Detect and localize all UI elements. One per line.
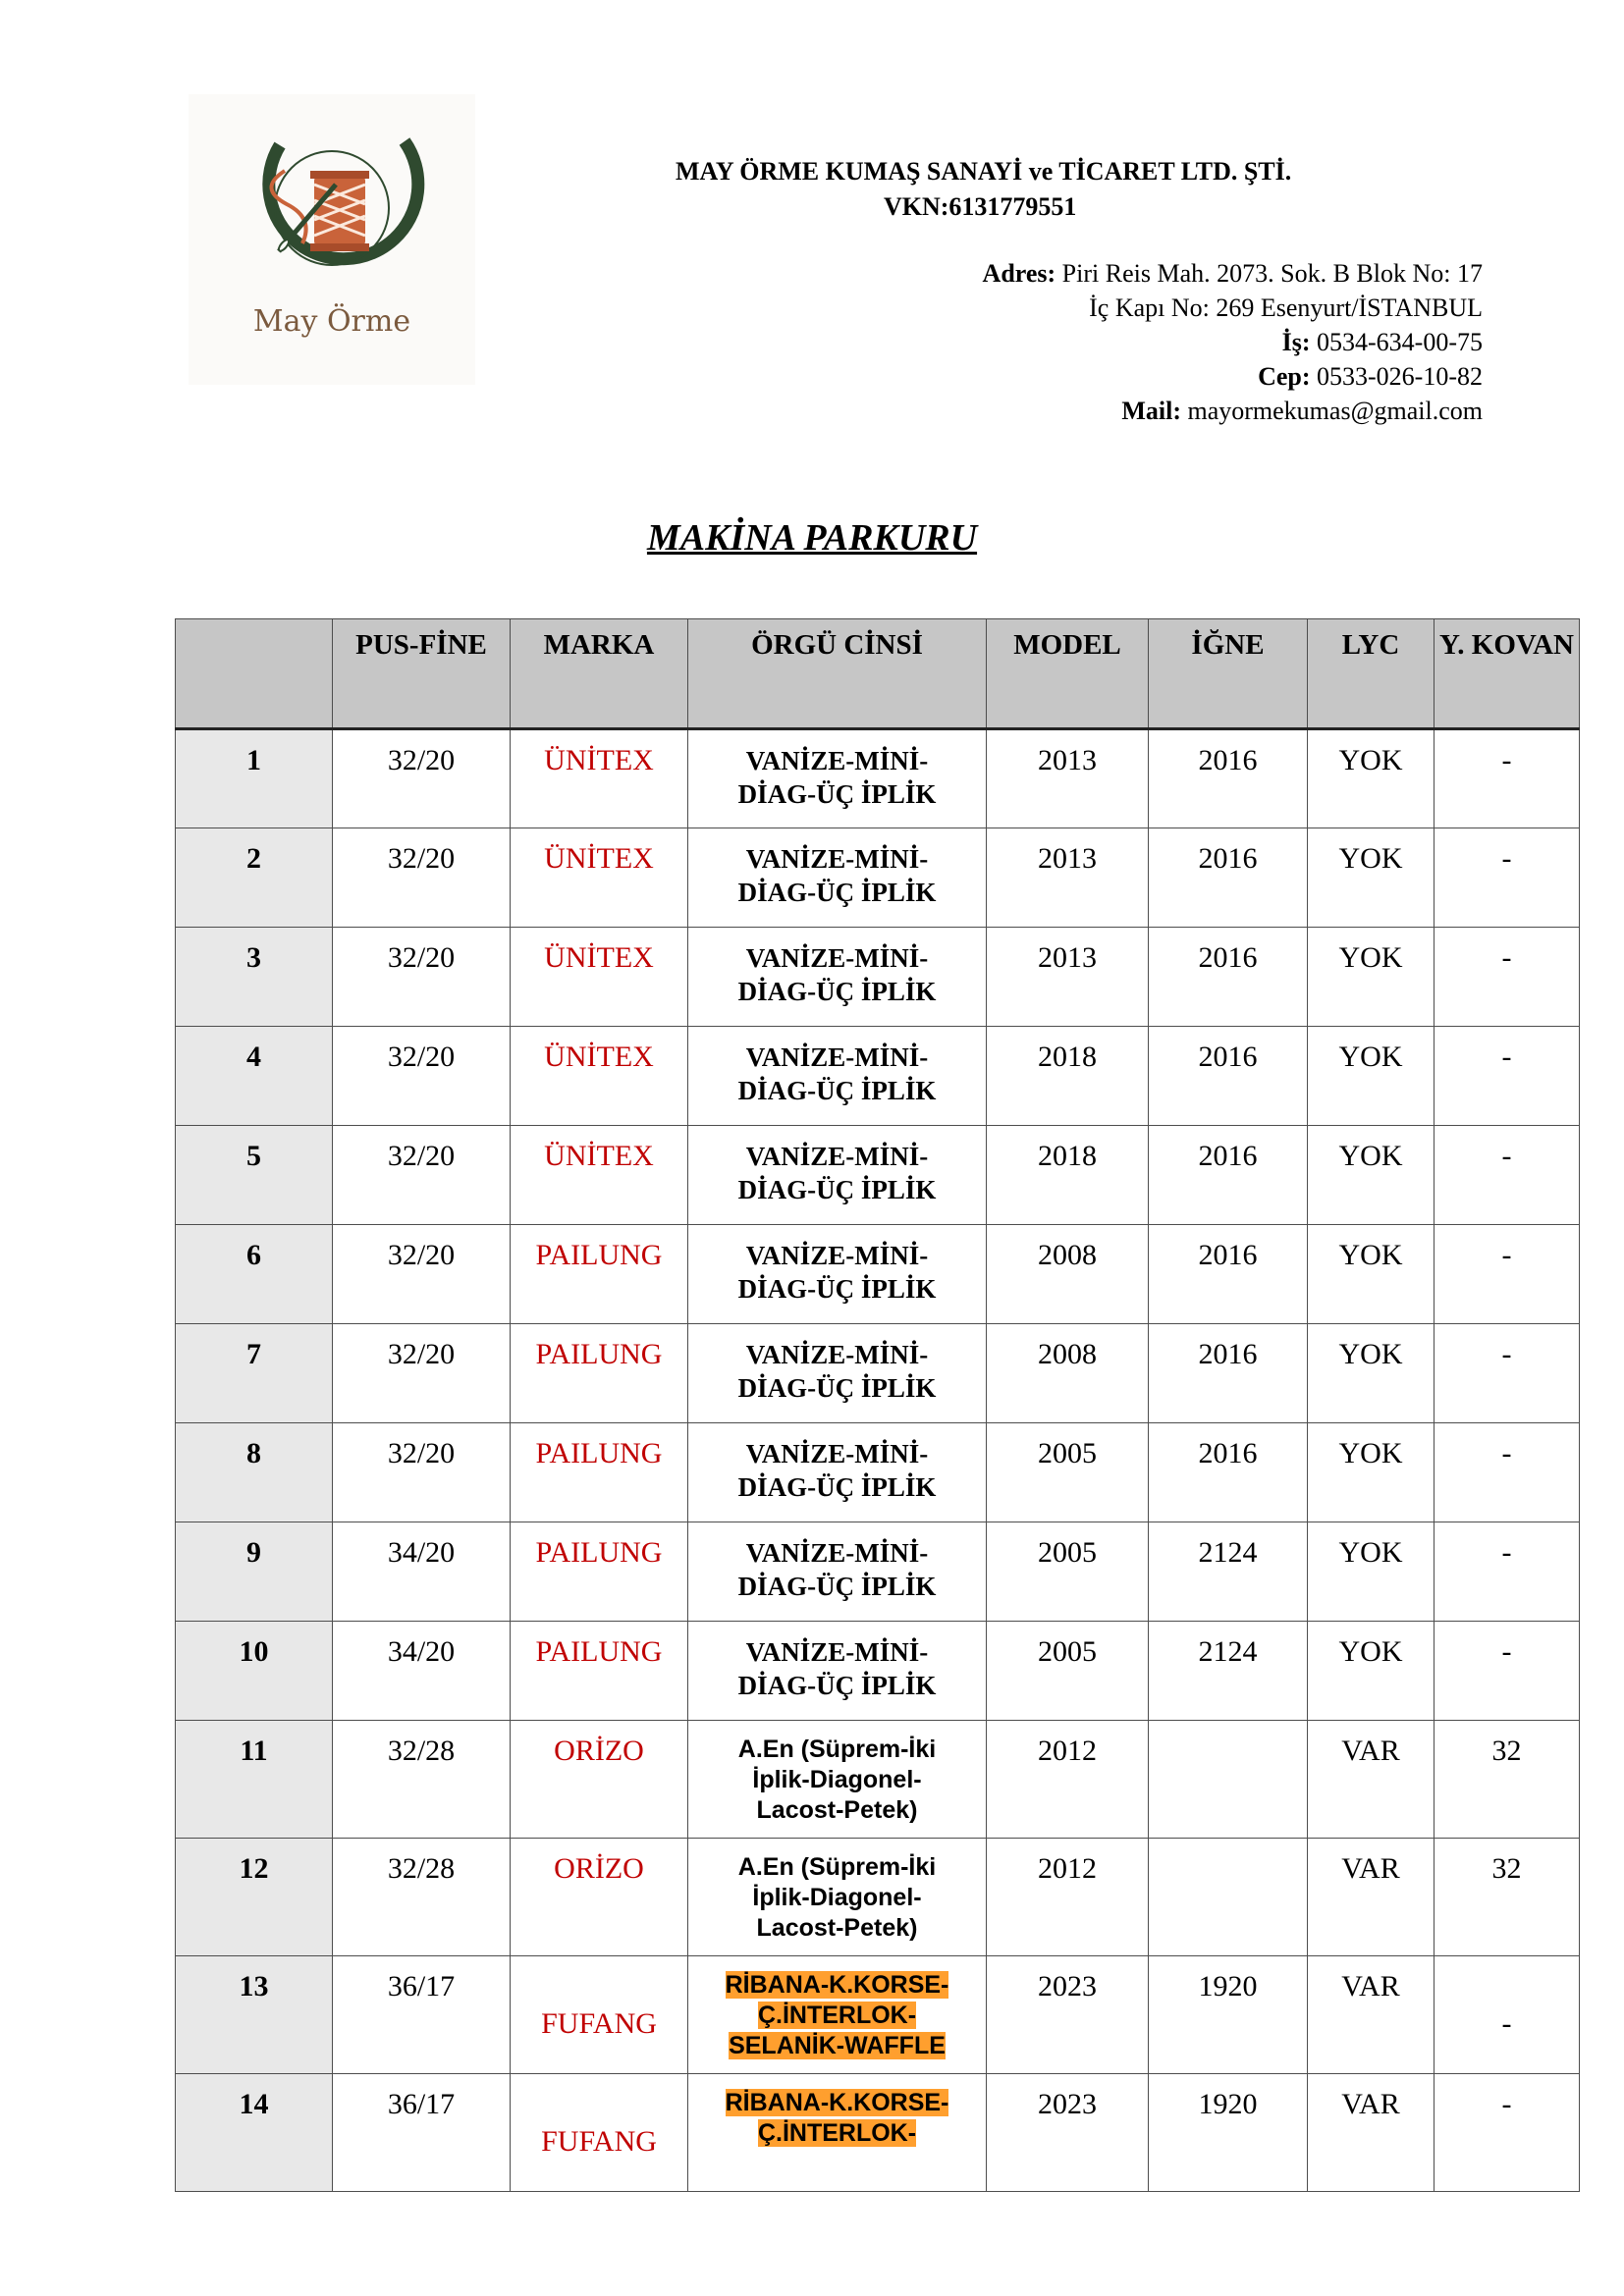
table-row	[176, 729, 1580, 828]
model-cell: 2005	[987, 1522, 1149, 1622]
pus-fine-cell: 32/20	[333, 1126, 511, 1225]
mail-address: mayormekumas@gmail.com	[1187, 397, 1483, 425]
row-number: 11	[176, 1721, 333, 1839]
lyc-cell: VAR	[1308, 2074, 1435, 2192]
y-kovan-cell: 32	[1435, 1721, 1580, 1839]
needle-cell: 2016	[1149, 729, 1308, 828]
y-kovan-cell: -	[1435, 1423, 1580, 1522]
model-cell: 2012	[987, 1839, 1149, 1956]
row-number: 13	[176, 1956, 333, 2074]
company-vkn: VKN:6131779551	[884, 192, 1077, 221]
needle-cell: 2016	[1149, 1027, 1308, 1126]
table-row	[176, 1324, 1580, 1423]
knit-type-cell	[688, 1839, 987, 1956]
mail-label: Mail:	[1121, 397, 1181, 425]
needle-cell: 2016	[1149, 928, 1308, 1027]
header-model: MODEL	[987, 619, 1149, 729]
y-kovan-cell: -	[1435, 1126, 1580, 1225]
lyc-cell: VAR	[1308, 1956, 1435, 2074]
lyc-cell: YOK	[1308, 1027, 1435, 1126]
model-cell: 2013	[987, 928, 1149, 1027]
y-kovan-cell: -	[1435, 828, 1580, 928]
y-kovan-cell: -	[1435, 1522, 1580, 1622]
row-number: 9	[176, 1522, 333, 1622]
needle-cell	[1149, 1839, 1308, 1956]
brand-cell: ORİZO	[511, 1839, 688, 1956]
lyc-cell: YOK	[1308, 1522, 1435, 1622]
pus-fine-cell: 32/20	[333, 1027, 511, 1126]
mail-line	[795, 397, 1483, 426]
row-number: 7	[176, 1324, 333, 1423]
knit-type-cell	[688, 1027, 987, 1126]
knit-type-cell	[688, 1225, 987, 1324]
pus-fine-cell: 32/28	[333, 1721, 511, 1839]
knit-type-line: İplik-Diagonel-	[752, 1884, 922, 1911]
knit-type-cell	[688, 1721, 987, 1839]
row-number: 8	[176, 1423, 333, 1522]
knit-type-line: VANİZE-MİNİ-	[745, 1538, 929, 1568]
y-kovan-cell: -	[1435, 1225, 1580, 1324]
pus-fine-cell: 32/20	[333, 828, 511, 928]
knit-type-line: VANİZE-MİNİ-	[745, 1637, 929, 1667]
brand-cell: ÜNİTEX	[511, 928, 688, 1027]
pus-fine-cell: 36/17	[333, 2074, 511, 2192]
lyc-cell: VAR	[1308, 1839, 1435, 1956]
model-cell: 2008	[987, 1225, 1149, 1324]
page-title: MAKİNA PARKURU	[646, 517, 978, 559]
knit-type-cell	[688, 828, 987, 928]
knit-type-cell	[688, 1522, 987, 1622]
mobile-phone-line	[795, 362, 1483, 392]
lyc-cell: YOK	[1308, 1126, 1435, 1225]
row-number: 2	[176, 828, 333, 928]
pus-fine-cell: 32/20	[333, 1225, 511, 1324]
knit-type-line: VANİZE-MİNİ-	[745, 943, 929, 973]
lyc-cell: YOK	[1308, 1225, 1435, 1324]
knit-type-cell	[688, 729, 987, 828]
brand-cell: PAILUNG	[511, 1423, 688, 1522]
model-cell: 2023	[987, 2074, 1149, 2192]
lyc-cell: YOK	[1308, 1324, 1435, 1423]
needle-cell: 2016	[1149, 1126, 1308, 1225]
model-cell: 2023	[987, 1956, 1149, 2074]
row-number: 6	[176, 1225, 333, 1324]
knit-type-cell	[688, 1126, 987, 1225]
row-number: 12	[176, 1839, 333, 1956]
table-row	[176, 1522, 1580, 1622]
mobile-phone-label: Cep:	[1258, 362, 1311, 391]
pus-fine-cell: 32/28	[333, 1839, 511, 1956]
work-phone-line	[795, 328, 1483, 357]
header-no	[176, 619, 333, 729]
knit-type-cell	[688, 928, 987, 1027]
header-needle: İĞNE	[1149, 619, 1308, 729]
company-name: MAY ÖRME KUMAŞ SANAYİ ve TİCARET LTD. ŞTİ.	[676, 157, 1292, 186]
needle-cell: 1920	[1149, 2074, 1308, 2192]
row-number: 1	[176, 729, 333, 828]
lyc-cell: YOK	[1308, 729, 1435, 828]
knit-type-line: Ç.İNTERLOK-	[757, 2119, 917, 2147]
y-kovan-cell: 32	[1435, 1839, 1580, 1956]
knit-type-line: Lacost-Petek)	[756, 1914, 918, 1942]
brand-cell: PAILUNG	[511, 1622, 688, 1721]
needle-cell	[1149, 1721, 1308, 1839]
lyc-cell: VAR	[1308, 1721, 1435, 1839]
row-number: 5	[176, 1126, 333, 1225]
address-label: Adres:	[982, 259, 1056, 288]
row-number: 10	[176, 1622, 333, 1721]
table-row	[176, 2074, 1580, 2192]
model-cell: 2012	[987, 1721, 1149, 1839]
knit-type-cell	[688, 1423, 987, 1522]
knit-type-line: Lacost-Petek)	[756, 1796, 918, 1824]
knit-type-line: VANİZE-MİNİ-	[745, 1241, 929, 1270]
lyc-cell: YOK	[1308, 1423, 1435, 1522]
knit-type-line: VANİZE-MİNİ-	[745, 1340, 929, 1369]
brand-cell: ÜNİTEX	[511, 1027, 688, 1126]
mobile-phone: 0533-026-10-82	[1317, 362, 1483, 391]
needle-cell: 2016	[1149, 1225, 1308, 1324]
needle-cell: 2124	[1149, 1522, 1308, 1622]
address-text: Piri Reis Mah. 2073. Sok. B Blok No: 17	[1061, 259, 1483, 288]
brand-cell: PAILUNG	[511, 1225, 688, 1324]
header-knit-type: ÖRGÜ CİNSİ	[688, 619, 987, 729]
knit-type-line: DİAG-ÜÇ İPLİK	[737, 1076, 937, 1105]
lyc-cell: YOK	[1308, 928, 1435, 1027]
lyc-cell: YOK	[1308, 828, 1435, 928]
needle-cell: 2016	[1149, 1423, 1308, 1522]
logo-text: May Örme	[252, 304, 411, 339]
table-row	[176, 1126, 1580, 1225]
y-kovan-cell: -	[1435, 1027, 1580, 1126]
knit-type-line: DİAG-ÜÇ İPLİK	[737, 1274, 937, 1304]
pus-fine-cell: 32/20	[333, 928, 511, 1027]
y-kovan-cell: -	[1435, 1622, 1580, 1721]
y-kovan-cell: -	[1435, 729, 1580, 828]
model-cell: 2005	[987, 1423, 1149, 1522]
knit-type-line: DİAG-ÜÇ İPLİK	[737, 878, 937, 907]
knit-type-line: VANİZE-MİNİ-	[745, 844, 929, 874]
y-kovan-cell: -	[1435, 2074, 1580, 2192]
header-y-kovan: Y. KOVAN	[1435, 619, 1580, 729]
table-row	[176, 1225, 1580, 1324]
pus-fine-cell: 32/20	[333, 1423, 511, 1522]
needle-cell: 2124	[1149, 1622, 1308, 1721]
knit-type-cell	[688, 1956, 987, 2074]
header-brand: MARKA	[511, 619, 688, 729]
lyc-cell: YOK	[1308, 1622, 1435, 1721]
y-kovan-cell: -	[1435, 1956, 1580, 2074]
knit-type-line: DİAG-ÜÇ İPLİK	[737, 1373, 937, 1403]
brand-cell: ÜNİTEX	[511, 828, 688, 928]
address-line-2: İç Kapı No: 269 Esenyurt/İSTANBUL	[1089, 294, 1483, 322]
address-line-1	[795, 259, 1483, 289]
knit-type-line: A.En (Süprem-İki	[737, 1735, 937, 1763]
knit-type-line: VANİZE-MİNİ-	[745, 1439, 929, 1468]
brand-cell: ORİZO	[511, 1721, 688, 1839]
table-row	[176, 928, 1580, 1027]
y-kovan-cell: -	[1435, 928, 1580, 1027]
work-phone: 0534-634-00-75	[1317, 328, 1483, 356]
needle-cell: 1920	[1149, 1956, 1308, 2074]
model-cell: 2008	[987, 1324, 1149, 1423]
company-logo	[189, 94, 475, 385]
row-number: 14	[176, 2074, 333, 2192]
model-cell: 2018	[987, 1027, 1149, 1126]
needle-cell: 2016	[1149, 1324, 1308, 1423]
y-kovan-cell: -	[1435, 1324, 1580, 1423]
knit-type-line: DİAG-ÜÇ İPLİK	[737, 1572, 937, 1601]
knit-type-line: DİAG-ÜÇ İPLİK	[737, 1671, 937, 1700]
header-pus-fine: PUS-FİNE	[333, 619, 511, 729]
knit-type-line: Ç.İNTERLOK-	[757, 2002, 917, 2029]
model-cell: 2018	[987, 1126, 1149, 1225]
knit-type-cell	[688, 1324, 987, 1423]
pus-fine-cell: 32/20	[333, 729, 511, 828]
knit-type-cell	[688, 2074, 987, 2192]
brand-cell: ÜNİTEX	[511, 1126, 688, 1225]
knit-type-line: RİBANA-K.KORSE-	[725, 1971, 949, 1999]
yarn-spool-icon	[189, 94, 475, 300]
table-row	[176, 1956, 1580, 2074]
brand-cell: PAILUNG	[511, 1522, 688, 1622]
table-row	[176, 1027, 1580, 1126]
knit-type-line: VANİZE-MİNİ-	[745, 746, 929, 775]
knit-type-line: SELANİK-WAFFLE	[729, 2032, 946, 2059]
machine-table	[175, 618, 1580, 2192]
knit-type-line: RİBANA-K.KORSE-	[725, 2089, 949, 2116]
model-cell: 2013	[987, 729, 1149, 828]
model-cell: 2005	[987, 1622, 1149, 1721]
table-row	[176, 1423, 1580, 1522]
model-cell: 2013	[987, 828, 1149, 928]
knit-type-line: DİAG-ÜÇ İPLİK	[737, 779, 937, 809]
knit-type-line: DİAG-ÜÇ İPLİK	[737, 1472, 937, 1502]
knit-type-line: A.En (Süprem-İki	[737, 1853, 937, 1881]
table-row	[176, 1622, 1580, 1721]
header-lyc: LYC	[1308, 619, 1435, 729]
pus-fine-cell: 32/20	[333, 1324, 511, 1423]
table-row	[176, 1721, 1580, 1839]
pus-fine-cell: 34/20	[333, 1522, 511, 1622]
pus-fine-cell: 36/17	[333, 1956, 511, 2074]
pus-fine-cell: 34/20	[333, 1622, 511, 1721]
table-row	[176, 1839, 1580, 1956]
knit-type-line: VANİZE-MİNİ-	[745, 1142, 929, 1171]
brand-cell: ÜNİTEX	[511, 729, 688, 828]
brand-cell: PAILUNG	[511, 1324, 688, 1423]
brand-cell: FUFANG	[511, 1956, 688, 2074]
knit-type-cell	[688, 1622, 987, 1721]
brand-cell: FUFANG	[511, 2074, 688, 2192]
row-number: 4	[176, 1027, 333, 1126]
work-phone-label: İş:	[1281, 328, 1311, 356]
table-header-row	[176, 619, 1580, 729]
knit-type-line: VANİZE-MİNİ-	[745, 1042, 929, 1072]
needle-cell: 2016	[1149, 828, 1308, 928]
row-number: 3	[176, 928, 333, 1027]
table-row	[176, 828, 1580, 928]
knit-type-line: DİAG-ÜÇ İPLİK	[737, 977, 937, 1006]
knit-type-line: İplik-Diagonel-	[752, 1766, 922, 1793]
knit-type-line: DİAG-ÜÇ İPLİK	[737, 1175, 937, 1204]
